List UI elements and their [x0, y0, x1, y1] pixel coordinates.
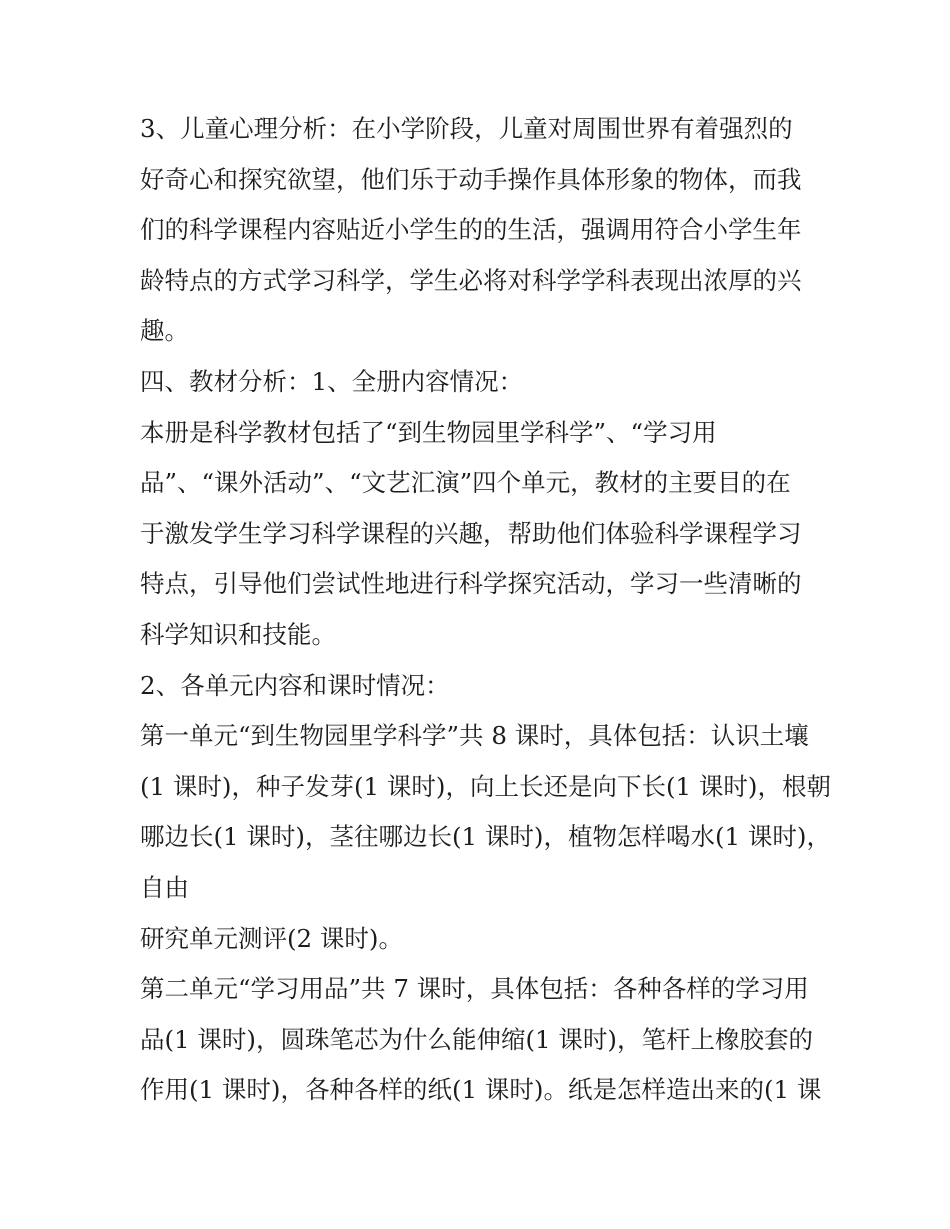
section-heading: 四、教材分析：1、全册内容情况：	[140, 366, 524, 396]
text-line: 于激发学生学习科学课程的兴趣，帮助他们体验科学课程学习	[140, 518, 802, 548]
text-line: 趣。	[140, 316, 189, 346]
text-line: 第二单元“学习用品”共 7 课时，具体包括：各种各样的学习用	[140, 974, 809, 1004]
subsection-heading: 2、各单元内容和课时情况：	[140, 670, 450, 700]
text-line: 品(1 课时)，圆珠笔芯为什么能伸缩(1 课时)，笔杆上橡胶套的	[140, 1024, 813, 1054]
text-line: 好奇心和探究欲望，他们乐于动手操作具体形象的物体，而我	[140, 164, 802, 194]
text-line: 特点，引导他们尝试性地进行科学探究活动，学习一些清晰的	[140, 569, 802, 599]
text-line: (1 课时)，种子发芽(1 课时)，向上长还是向下长(1 课时)，根朝	[140, 771, 831, 801]
text-line: 科学知识和技能。	[140, 619, 336, 649]
text-line: 3、儿童心理分析：在小学阶段，儿童对周围世界有着强烈的	[140, 114, 793, 143]
text-line: 第一单元“到生物园里学科学”共 8 课时，具体包括：认识土壤	[140, 721, 809, 751]
text-line: 本册是科学教材包括了“到生物园里学科学”、“学习用	[140, 417, 717, 447]
text-line: 品”、“课外活动”、“文艺汇演”四个单元，教材的主要目的在	[140, 468, 791, 498]
text-line: 作用(1 课时)，各种各样的纸(1 课时)。纸是怎样造出来的(1 课	[140, 1075, 822, 1105]
text-line: 们的科学课程内容贴近小学生的的生活，强调用符合小学生年	[140, 215, 802, 245]
text-line: 龄特点的方式学习科学，学生必将对科学学科表现出浓厚的兴	[140, 265, 802, 295]
text-line: 哪边长(1 课时)，茎往哪边长(1 课时)，植物怎样喝水(1 课时)，	[140, 822, 831, 852]
text-line: 研究单元测评(2 课时)。	[140, 923, 403, 953]
text-line: 自由	[140, 872, 189, 902]
document-body	[140, 104, 831, 1116]
